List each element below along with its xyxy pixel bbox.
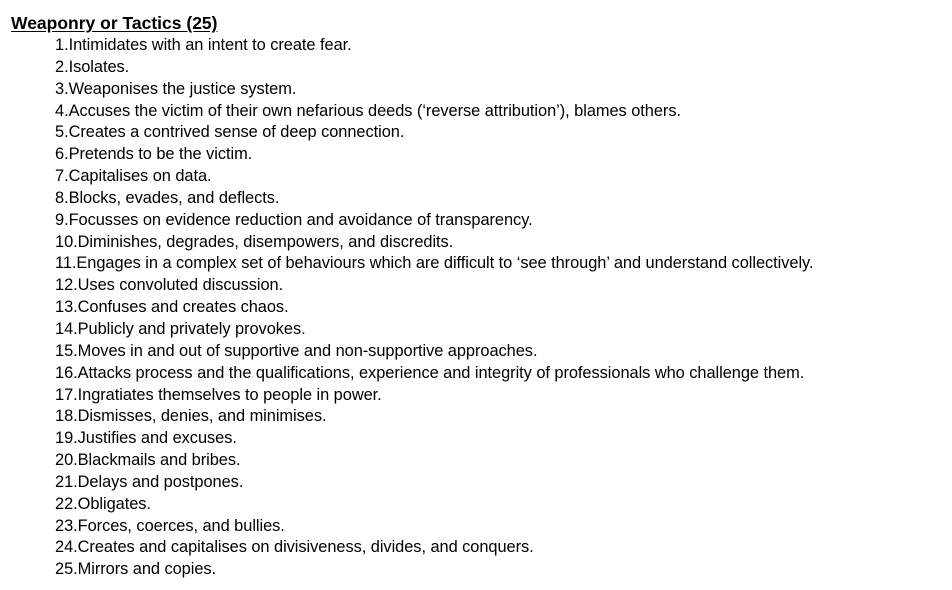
- list-item: 18.Dismisses, denies, and minimises.: [55, 407, 327, 426]
- list-item: 20.Blackmails and bribes.: [55, 451, 241, 470]
- list-item: 1.Intimidates with an intent to create fear.: [55, 36, 352, 54]
- list-item: 19.Justifies and excuses.: [55, 429, 237, 448]
- list-item: 9.Focusses on evidence reduction and avoidance of transparency.: [55, 210, 533, 229]
- list-item: 13.Confuses and creates chaos.: [55, 298, 289, 317]
- list-item: 7.Capitalises on data.: [55, 167, 212, 186]
- list-item: 22.Obligates.: [55, 494, 151, 513]
- list-item: 16.Attacks process and the qualifications, experience and integrity of professionals who challenge them.: [55, 363, 805, 382]
- list-item: 5.Creates a contrived sense of deep connection.: [55, 123, 405, 142]
- list-item: 11.Engages in a complex set of behaviours which are difficult to ‘see through’ and understand collectively.: [55, 254, 814, 273]
- list-item: 17.Ingratiates themselves to people in power.: [55, 385, 382, 404]
- list-item: 10.Diminishes, degrades, disempowers, and discredits.: [55, 232, 454, 251]
- list-item: 25.Mirrors and copies.: [55, 560, 217, 579]
- list-item: 14.Publicly and privately provokes.: [55, 319, 306, 338]
- list-item: 6.Pretends to be the victim.: [55, 145, 253, 164]
- list-item: 15.Moves in and out of supportive and non-supportive approaches.: [55, 341, 538, 360]
- list-item: 8.Blocks, evades, and deflects.: [55, 188, 280, 207]
- list-item: 2.Isolates.: [55, 57, 130, 76]
- list-item: 12.Uses convoluted discussion.: [55, 276, 284, 295]
- list-item: 23.Forces, coerces, and bullies.: [55, 516, 285, 535]
- list-item: 24.Creates and capitalises on divisiveness, divides, and conquers.: [55, 538, 534, 557]
- list-item: 3.Weaponises the justice system.: [55, 79, 297, 98]
- list-item: 21.Delays and postpones.: [55, 472, 244, 491]
- list-item: 4.Accuses the victim of their own nefarious deeds (‘reverse attribution’), blames others.: [55, 101, 681, 120]
- section-heading: Weaponry or Tactics (25): [11, 13, 218, 33]
- tactics-list: [55, 35, 813, 581]
